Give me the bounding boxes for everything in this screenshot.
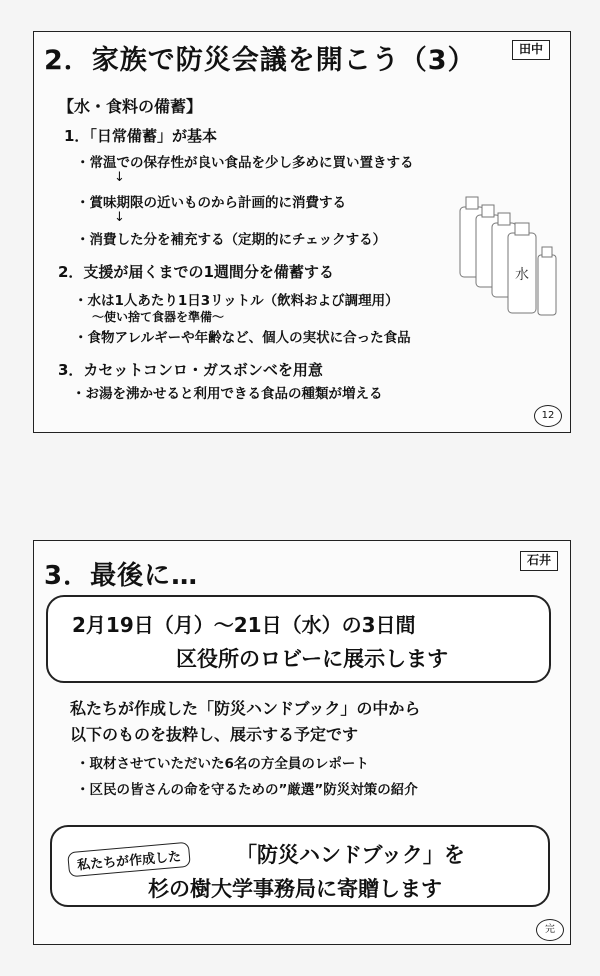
donation-box: [50, 825, 550, 907]
exhibition-info-box: [46, 595, 551, 683]
bullet: ・取材させていただいた6名の方全員のレポート: [76, 756, 369, 772]
bullet: ・消費した分を補充する（定期的にチェックする）: [76, 232, 387, 248]
slide-water-food-stockpile: [33, 31, 571, 433]
bullet: ・賞味期限の近いものから計画的に消費する: [76, 195, 346, 211]
item-heading: 3．カセットコンロ・ガスボンベを用意: [58, 361, 323, 379]
sub-note: 〜使い捨て食器を準備〜: [92, 310, 225, 324]
item-heading: 1．「日常備蓄」が基本: [64, 127, 217, 145]
presenter-label: 田中: [512, 40, 550, 60]
slide-title: 3．最後に…: [44, 561, 199, 591]
handbook-tag: 私たちが作成した: [67, 842, 191, 878]
handbook-name: 「防災ハンドブック」を: [236, 843, 465, 867]
bullet: ・常温での保存性が良い食品を少し多めに買い置きする: [76, 155, 414, 171]
arrow-down-icon: ↓: [114, 170, 125, 185]
bullet: ・区民の皆さんの命を守るための”厳選”防災対策の紹介: [76, 782, 418, 798]
presenter-label: 石井: [520, 551, 558, 571]
arrow-down-icon: ↓: [114, 210, 125, 225]
slide-title: 2．家族で防災会議を開こう（3）: [44, 45, 476, 76]
donation-statement: 杉の樹大学事務局に寄贈します: [148, 877, 442, 901]
page-number: 12: [534, 405, 562, 427]
bullet: ・食物アレルギーや年齢など、個人の実状に合った食品: [74, 330, 411, 346]
item-heading: 2．支援が届くまでの1週間分を備蓄する: [58, 263, 334, 281]
end-mark: 完: [536, 919, 564, 941]
exhibition-dates: 2月19日（月）〜21日（水）の3日間: [72, 613, 416, 637]
bullet: ・水は1人あたり1日3リットル（飲料および調理用）: [74, 293, 399, 309]
paragraph-line: 私たちが作成した「防災ハンドブック」の中から: [70, 699, 421, 718]
slide-conclusion: [33, 540, 571, 945]
section-heading: 【水・食料の備蓄】: [58, 97, 203, 116]
bullet: ・お湯を沸かせると利用できる食品の種類が増える: [72, 386, 383, 402]
svg-text:水: 水: [515, 267, 529, 283]
water-bottles-illustration: [450, 187, 560, 327]
paragraph-line: 以下のものを抜粋し、展示する予定です: [70, 725, 359, 744]
exhibition-location: 区役所のロビーに展示します: [176, 647, 449, 671]
